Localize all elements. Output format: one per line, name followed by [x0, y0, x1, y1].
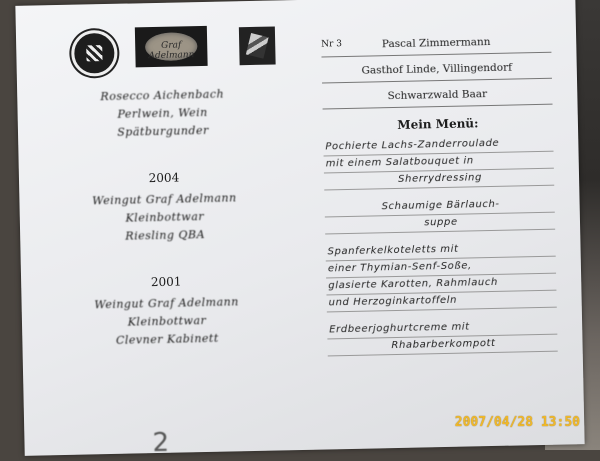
winery-logo	[135, 26, 208, 67]
wine-line: Perlwein, Wein	[117, 105, 208, 121]
wine-line: Rosecco Aichenbach	[100, 87, 225, 104]
course-line: einer Thymian-Senf-Soße,	[326, 257, 556, 279]
course-line: Erdbeerjoghurtcreme mit	[327, 318, 557, 340]
course-line: Schaumige Bärlauch-	[324, 196, 554, 218]
entry-number: Nr 3	[321, 39, 343, 50]
wine-line: Clevner Kabinett	[115, 331, 219, 347]
chef-name: Pascal Zimmermann	[381, 35, 491, 51]
wine-entry	[77, 85, 248, 143]
wine-entry	[81, 271, 253, 351]
page-marker: 2	[152, 427, 170, 459]
course-main	[325, 240, 556, 313]
restaurant-name: Gasthof Linde, Villingendorf	[361, 61, 513, 77]
round-seal-logo	[71, 30, 118, 77]
wine-entry	[79, 167, 251, 247]
camera-timestamp: 2007/04/28 13:50	[454, 415, 580, 430]
course-starter	[323, 135, 554, 191]
course-dessert	[327, 318, 558, 357]
emblem-logo	[239, 26, 276, 65]
course-line: glasierte Karotten, Rahmlauch	[326, 274, 556, 296]
menu-sheet	[15, 0, 584, 459]
logo-row	[71, 29, 195, 73]
course-soup	[324, 196, 555, 235]
region-field	[322, 83, 552, 114]
course-line: suppe	[325, 213, 555, 235]
wine-year: 2004	[148, 170, 180, 186]
course-line: Pochierte Lachs-Zanderroulade	[323, 135, 553, 157]
menu-title: Mein Menü:	[397, 116, 479, 132]
course-line: mit einem Salatbouquet in	[324, 152, 554, 174]
winery-logo-text: Graf Adelmann	[148, 40, 195, 62]
wine-year: 2001	[150, 274, 182, 290]
wine-line: Riesling QBA	[125, 227, 206, 243]
course-line: und Herzoginkartoffeln	[326, 291, 556, 313]
region-name: Schwarzwald Baar	[387, 88, 488, 103]
wine-line: Weingut Graf Adelmann	[92, 191, 237, 208]
wine-list	[77, 85, 253, 378]
course-line: Rhabarberkompott	[327, 335, 557, 357]
course-line: Spanferkelkoteletts mit	[325, 240, 555, 262]
wine-line: Kleinbottwar	[127, 313, 207, 329]
wine-line: Weingut Graf Adelmann	[94, 295, 239, 312]
course-line: Sherrydressing	[324, 169, 554, 191]
menu-card	[321, 31, 558, 367]
wine-line: Spätburgunder	[117, 123, 209, 139]
wine-line: Kleinbottwar	[125, 210, 205, 225]
